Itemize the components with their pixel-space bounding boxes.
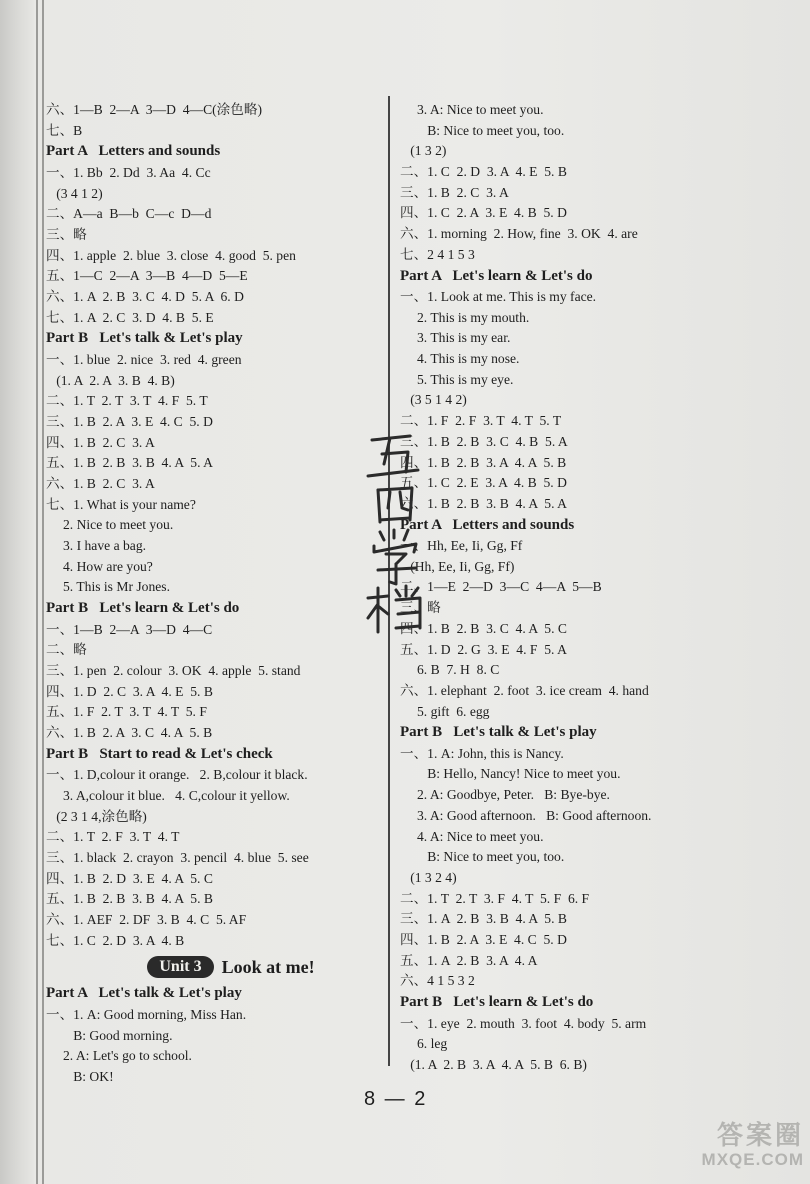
section-heading: Part A Letters and sounds [400, 516, 575, 533]
answer-line: 六、1. AEF 2. DF 3. B 4. C 5. AF [46, 912, 247, 928]
answer-line: 七、B [46, 122, 83, 138]
answer-line: 六、1. A 2. B 3. C 4. D 5. A 6. D [46, 289, 244, 304]
answer-line: 五、1. A 2. B 3. A 4. A [400, 952, 538, 968]
answer-line: 五、1. B 2. B 3. B 4. A 5. A [46, 455, 213, 471]
answer-line: 3. A,colour it blue. 4. C,colour it yellow. [46, 787, 290, 803]
answer-line: 七、1. What is your name? [46, 496, 196, 512]
answer-line: 四、1. D 2. C 3. A 4. E 5. B [46, 683, 213, 699]
answer-line: 4. A: Nice to meet you. [400, 828, 544, 844]
answer-line: 四、1. B 2. B 3. C 4. A 5. C [400, 620, 567, 636]
answer-line: 六、1. elephant 2. foot 3. ice cream 4. hand [400, 682, 649, 698]
answer-line: (3 5 1 4 2) [400, 392, 467, 408]
section-heading: Part B Let's talk & Let's play [400, 724, 597, 741]
answer-line: 四、1. B 2. B 3. A 4. A 5. B [400, 454, 567, 470]
answer-line: (2 3 1 4,涂色略) [46, 808, 147, 824]
answer-line: 五、1. B 2. B 3. B 4. A 5. B [46, 891, 213, 907]
answer-line: 6. leg [400, 1036, 448, 1052]
answer-line: 七、1. A 2. C 3. D 4. B 5. E [46, 309, 214, 325]
answer-line: 四、1. C 2. A 3. E 4. B 5. D [400, 205, 567, 221]
answer-line: 三、1. A 2. B 3. B 4. A 5. B [400, 911, 567, 927]
answer-line: 3. I have a bag. [46, 538, 147, 554]
page-number: 8 — 2 [364, 1088, 428, 1110]
answer-line: (3 4 1 2) [46, 185, 103, 201]
answer-line: 一、1. A: John, this is Nancy. [400, 745, 564, 761]
answer-line: 三、1. B 2. B 3. C 4. B 5. A [400, 433, 568, 449]
answer-line: 5. This is my eye. [400, 371, 514, 387]
section-heading: Part A Let's learn & Let's do [400, 267, 593, 284]
answer-line: B: Good morning. [46, 1027, 173, 1043]
answer-line: B: Hello, Nancy! Nice to meet you. [400, 766, 621, 782]
answer-line: 六、4 1 5 3 2 [400, 973, 475, 989]
answer-line: 二、1. T 2. T 3. T 4. F 5. T [46, 393, 208, 409]
section-heading: Part B Let's talk & Let's play [46, 330, 243, 347]
answer-line: 3. This is my ear. [400, 330, 511, 346]
answer-line: 三、略 [400, 600, 441, 616]
answer-line: 五、1. D 2. G 3. E 4. F 5. A [400, 641, 567, 657]
answer-line: 六、1. morning 2. How, fine 3. OK 4. are [400, 226, 638, 242]
answer-line: (1. A 2. A 3. B 4. B) [46, 372, 175, 388]
answer-line: 六、1—B 2—A 3—D 4—C(涂色略) [46, 102, 262, 117]
answer-line: 4. How are you? [46, 558, 153, 574]
answer-line: (1. A 2. B 3. A 4. A 5. B 6. B) [400, 1056, 587, 1072]
answer-line: 2. This is my mouth. [400, 309, 530, 325]
answer-line: 三、1. B 2. C 3. A [400, 184, 509, 200]
answer-line: 6. B 7. H 8. C [400, 662, 500, 678]
watermark-logo: 答案圈 [716, 1120, 804, 1150]
answer-line: 5. This is Mr Jones. [46, 579, 170, 595]
answer-line: 四、1. B 2. A 3. E 4. C 5. D [400, 931, 567, 947]
answer-line: (1 3 2 4) [400, 869, 457, 885]
answer-line: B: Nice to meet you, too. [400, 849, 565, 865]
spine-line [36, 0, 38, 1184]
answer-line: 六、1. B 2. A 3. C 4. A 5. B [46, 725, 213, 741]
answer-line: 四、1. B 2. C 3. A [46, 434, 155, 450]
answer-line: 五、1—C 2—A 3—B 4—D 5—E [46, 268, 248, 284]
answer-line: 二、1. C 2. D 3. A 4. E 5. B [400, 164, 567, 180]
answer-line: 一、1—B 2—A 3—D 4—C [46, 621, 213, 637]
answer-line: 二、1. T 2. F 3. T 4. T [46, 829, 180, 845]
answer-line: 3. A: Nice to meet you. [400, 102, 544, 117]
unit-header [86, 951, 376, 983]
answer-line: 2. Nice to meet you. [46, 517, 174, 533]
answer-line: 二、A—a B—b C—c D—d [46, 206, 212, 222]
answer-line: 4. This is my nose. [400, 351, 520, 367]
answer-line: 一、Hh, Ee, Ii, Gg, Ff [400, 538, 523, 554]
answer-line: 2. A: Goodbye, Peter. B: Bye-bye. [400, 787, 610, 803]
answer-line: 2. A: Let's go to school. [46, 1048, 192, 1064]
answer-line: 六、1. B 2. C 3. A [46, 476, 155, 491]
answer-line: 三、1. pen 2. colour 3. OK 4. apple 5. stand [46, 663, 301, 678]
spine-line [42, 0, 44, 1184]
answer-line: 六、1. B 2. B 3. B 4. A 5. A [400, 495, 567, 511]
answer-line: 一、1. D,colour it orange. 2. B,colour it black. [46, 767, 308, 783]
handwritten-note [358, 420, 438, 635]
section-heading: Part A Let's talk & Let's play [46, 985, 242, 1002]
answer-line: 一、1. blue 2. nice 3. red 4. green [46, 351, 242, 367]
answer-line: 四、1. B 2. D 3. E 4. A 5. C [46, 870, 213, 886]
answer-line: 二、略 [46, 642, 87, 658]
answer-line: 5. gift 6. egg [400, 703, 490, 719]
answer-line: 3. A: Good afternoon. B: Good afternoon. [400, 807, 652, 823]
answer-line: 五、1. F 2. T 3. T 4. T 5. F [46, 704, 207, 720]
answer-line: (1 3 2) [400, 143, 447, 159]
answer-line: 七、2 4 1 5 3 [400, 246, 475, 262]
left-answer-column [46, 100, 376, 1088]
unit-badge: Unit 3 [147, 956, 213, 978]
answer-line: 四、1. apple 2. blue 3. close 4. good 5. pen [46, 247, 296, 263]
answer-line: 一、1. Look at me. This is my face. [400, 289, 597, 304]
answer-line: 三、1. black 2. crayon 3. pencil 4. blue 5. see [46, 850, 309, 865]
answer-line: 二、1. T 2. T 3. F 4. T 5. F 6. F [400, 890, 590, 906]
answer-line: (Hh, Ee, Ii, Gg, Ff) [400, 558, 515, 574]
section-heading: Part B Let's learn & Let's do [400, 994, 594, 1010]
answer-line: 五、1. C 2. E 3. A 4. B 5. D [400, 475, 567, 491]
watermark [664, 1120, 804, 1180]
answer-line: 二、1—E 2—D 3—C 4—A 5—B [400, 579, 602, 595]
answer-line: 三、略 [46, 226, 87, 242]
answer-line: 一、1. Bb 2. Dd 3. Aa 4. Cc [46, 164, 211, 180]
unit-title: Look at me! [221, 956, 315, 977]
section-heading: Part A Letters and sounds [46, 143, 221, 160]
section-heading: Part B Start to read & Let's check [46, 745, 273, 762]
right-answer-column [400, 100, 800, 1076]
section-heading: Part B Let's learn & Let's do [46, 600, 240, 617]
answer-line: 一、1. eye 2. mouth 3. foot 4. body 5. arm [400, 1015, 647, 1031]
answer-line: 七、1. C 2. D 3. A 4. B [46, 932, 185, 948]
book-spine-shadow [0, 0, 34, 1184]
answer-line: B: OK! [46, 1069, 114, 1084]
answer-line: 三、1. B 2. A 3. E 4. C 5. D [46, 413, 213, 429]
answer-line: 一、1. A: Good morning, Miss Han. [46, 1006, 247, 1022]
answer-line: 二、1. F 2. F 3. T 4. T 5. T [400, 413, 562, 429]
watermark-url: MXQE.COM [701, 1150, 804, 1169]
answer-line: B: Nice to meet you, too. [400, 122, 565, 138]
